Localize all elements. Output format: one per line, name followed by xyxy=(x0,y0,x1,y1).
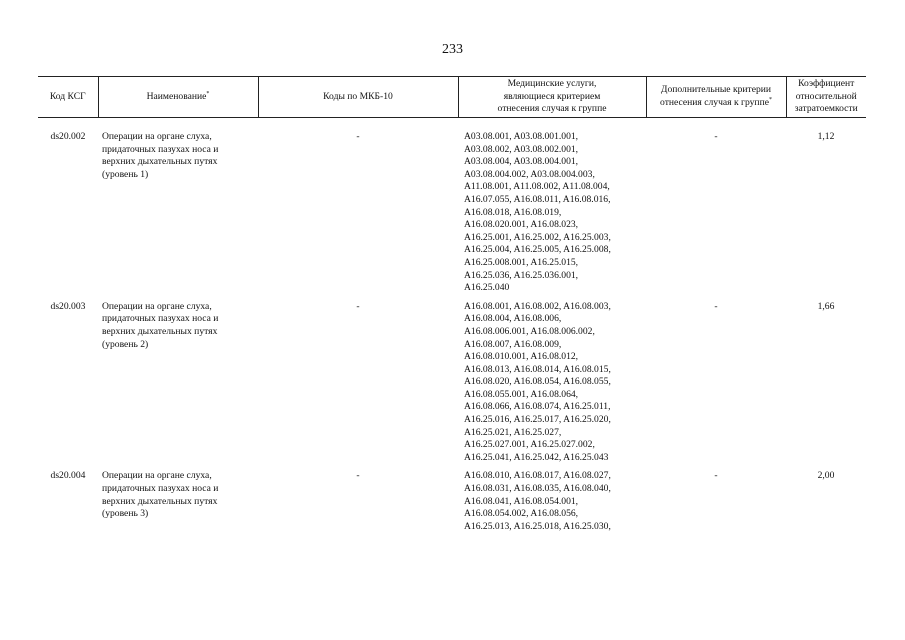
ksg-name-cell: Операции на органе слуха, придаточных пазухах носа и верхних дыхательных путях (уровень 1) xyxy=(102,131,219,180)
table-body xyxy=(38,118,866,540)
table-header-row xyxy=(38,77,866,118)
header-coef: Коэффициент относительной затратоемкости xyxy=(786,77,866,118)
mkb-codes-cell: - xyxy=(356,300,360,312)
services-cell: A16.08.001, A16.08.002, A16.08.003, A16.08.004, A16.08.006, A16.08.006.001, A16.08.006.002, A16.08.007, A16.08.009, A16.08.010.001, A16.08.012, A16.08.013, A16.08.014, A16.08.015, A16.08.020, A16.08.054, A16.08.055, A16.08.055.001, A16.08.064, A16.08.066, A16.08.074, A16.25.011, A16.25.016, A16.25.017, A16.25.020, A16.25.021, A16.25.027, A16.25.027.001, A16.25.027.002, A16.25.041, A16.25.042, A16.25.043 xyxy=(464,300,611,463)
criteria-cell: - xyxy=(714,300,718,312)
table-row xyxy=(38,301,866,471)
header-mkb: Коды по МКБ-10 xyxy=(258,77,458,118)
criteria-cell: - xyxy=(714,470,718,482)
coefficient-cell: 1,66 xyxy=(817,300,835,312)
mkb-codes-cell: - xyxy=(356,470,360,482)
page-number: 233 xyxy=(442,42,463,57)
ksg-table xyxy=(38,76,866,539)
header-services: Медицинские услуги, являющиеся критерием отнесения случая к группе xyxy=(458,77,646,118)
ksg-code-cell: ds20.003 xyxy=(50,300,86,312)
table-row xyxy=(38,118,866,301)
header-code: Код КСГ xyxy=(38,77,98,118)
ksg-code-cell: ds20.002 xyxy=(50,131,86,142)
services-cell: A16.08.010, A16.08.017, A16.08.027, A16.08.031, A16.08.035, A16.08.040, A16.08.041, A16.08.054.001, A16.08.054.002, A16.08.056, A16.25.013, A16.25.018, A16.25.030, xyxy=(464,470,611,532)
ksg-name-cell: Операции на органе слуха, придаточных пазухах носа и верхних дыхательных путях (уровень 3) xyxy=(102,470,219,520)
header-criteria: Дополнительные критерии отнесения случая к группе* xyxy=(646,77,786,118)
coefficient-cell: 1,12 xyxy=(817,131,835,142)
header-name: Наименование* xyxy=(98,77,258,118)
mkb-codes-cell: - xyxy=(356,131,360,142)
table-row xyxy=(38,470,866,539)
criteria-cell: - xyxy=(714,131,718,142)
coefficient-cell: 2,00 xyxy=(817,470,835,482)
services-cell: A03.08.001, A03.08.001.001, A03.08.002, A03.08.002.001, A03.08.004, A03.08.004.001, A03.08.004.002, A03.08.004.003, A11.08.001, A11.08.002, A11.08.004, A16.07.055, A16.08.011, A16.08.016, A16.08.018, A16.08.019, A16.08.020.001, A16.08.023, A16.25.001, A16.25.002, A16.25.003, A16.25.004, A16.25.005, A16.25.008, A16.25.008.001, A16.25.015, A16.25.036, A16.25.036.001, A16.25.040 xyxy=(464,131,611,294)
ksg-code-cell: ds20.004 xyxy=(50,470,86,482)
ksg-name-cell: Операции на органе слуха, придаточных пазухах носа и верхних дыхательных путях (уровень 2) xyxy=(102,300,219,350)
